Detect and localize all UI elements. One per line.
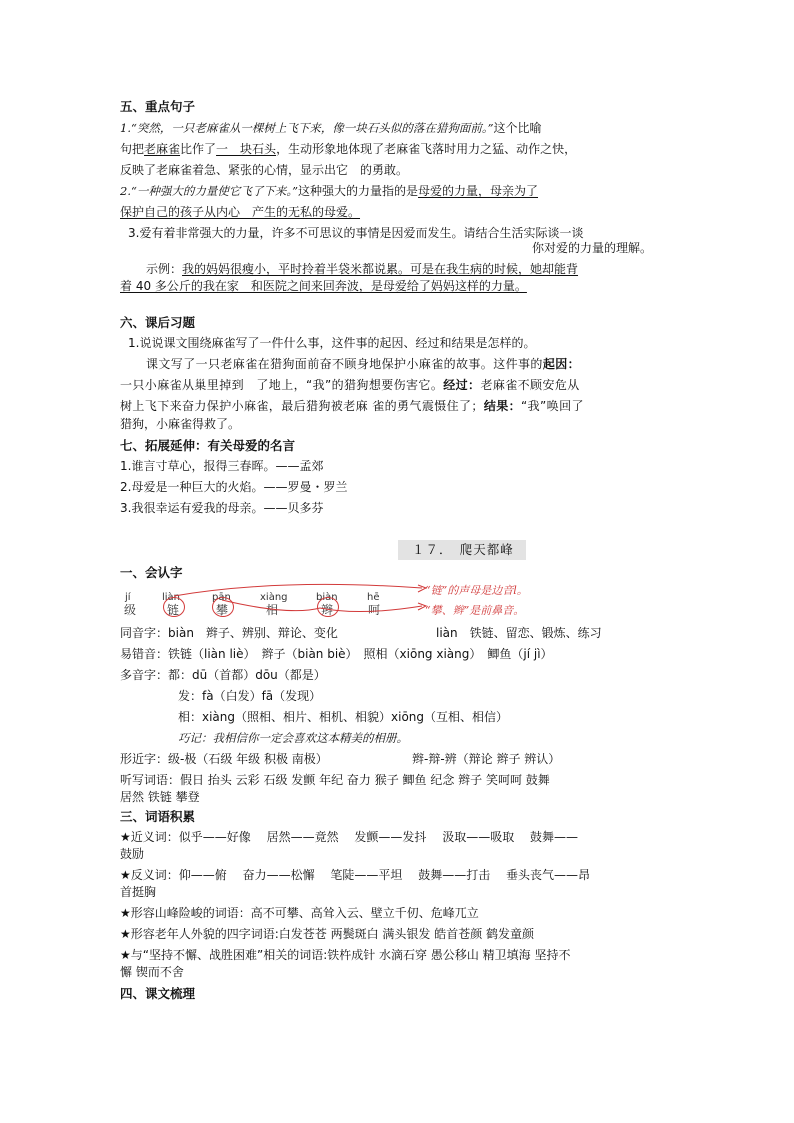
pinyin: liàn [162, 592, 181, 603]
fanyi-line-1: ★反义词：仰——俯 奋力——松懈 笔陡——平坦 鼓舞——打击 垂头丧气——昂 [120, 868, 591, 882]
pinyin: hē [367, 592, 380, 603]
text: 课文写了一只老麻雀在猎狗面前奋不顾身地保护小麻雀的故事。这件事的 [146, 357, 543, 371]
text: “我”唤回了 [521, 399, 584, 413]
sentence-3-line-2: 你对爱的力量的理解。 [532, 241, 653, 255]
hanzi: 攀 [216, 603, 229, 617]
text: 比作了 [180, 142, 217, 156]
section-title-5: 五、重点句子 [120, 99, 196, 114]
text: 树上飞下来奋力保护小麻雀，最后猎狗被老麻 雀的勇气震慑住了； [120, 399, 484, 413]
text: 老麻雀不顾安危从 [480, 378, 580, 392]
hanzi: 呵 [368, 603, 381, 617]
text: 一只小麻雀从巢里掉到 了地上，“我”的猎狗想要伤害它。 [120, 378, 444, 392]
example-line-2: 着 40 多公斤的我在家 和医院之间来回奔波，是母爱给了妈妈这样的力量。 [120, 279, 527, 293]
section-title-7: 七、拓展延伸：有关母爱的名言 [120, 438, 296, 453]
sentence-1-line-1 [120, 118, 542, 139]
section-title-6: 六、课后习题 [120, 315, 196, 330]
tongyin-line-2: liàn 铁链、留恋、锻炼、练习 [436, 626, 602, 640]
quote-2: 2.“一种强大的力量使它飞了下来。” [120, 184, 298, 198]
quote-line-3: 3.我很幸运有爱我的母亲。——贝多芬 [120, 501, 324, 515]
sentence-3-line-1: 3.爱有着非常强大的力量，许多不可思议的事情是因爱而发生。请结合生活实际谈一谈 [128, 226, 584, 240]
quote-line-1: 1.谁言寸草心，报得三春晖。——孟郊 [120, 459, 324, 473]
duoyin-line-3: 相：xiàng（照相、相片、相机、相貌）xiōng（互相、相信） [178, 710, 509, 724]
xingjin-line-2: 辫-辩-辨（辩论 辫子 辨认） [412, 752, 561, 766]
lao-line: ★形容老年人外貌的四字词语:白发苍苍 两鬓斑白 满头银发 皓首苍颜 鹤发童颜 [120, 927, 535, 941]
duoyin-line-1: 多音字：都：dū（首都）dōu（都是） [120, 668, 326, 682]
quote-line-2: 2.母爱是一种巨大的火焰。——罗曼・罗兰 [120, 480, 348, 494]
text: ，生动形象地体现了老麻雀飞落时用力之猛、动作之快， [276, 142, 577, 156]
quote-1: 1.“突然，一只老麻雀从一棵树上飞下来，像一块石头似的落在猎狗面前。” [120, 121, 494, 135]
pinyin: jí [125, 592, 131, 603]
text: 这种强大的力量指的是 [297, 184, 418, 198]
text: biàn 辫子、辨别、辩论、变化 [168, 626, 338, 640]
xingjin-line: 形近字：级-极（石级 年级 积极 南极） [120, 752, 328, 766]
answer-underline: 老麻雀 [144, 142, 181, 156]
hanzi: 级 [124, 603, 137, 617]
answer-underline: 母爱的力量，母亲为了 [418, 184, 539, 198]
answer-line-2 [120, 375, 580, 396]
section-title-words: 三、词语积累 [120, 809, 196, 824]
sentence-2-line-2: 保护自己的孩子从内心 产生的无私的母爱。 [120, 205, 361, 219]
hanzi: 相 [266, 603, 279, 617]
text: 句把 [120, 142, 145, 156]
annotation-arrows [160, 582, 430, 622]
red-note-1: “链”的声母是边音l。 [425, 584, 528, 597]
jianchi-line-1: ★与“坚持不懈、战胜困难”相关的词语:铁杵成针 水滴石穿 愚公移山 精卫填海 坚持不 [120, 948, 571, 962]
bold-label: 结果： [483, 399, 522, 413]
sentence-1-line-3: 反映了老麻雀着急、紧张的心情，显示出它 的勇敢。 [120, 163, 409, 177]
example-label: 示例： [146, 262, 183, 276]
answer-line-1 [146, 354, 580, 375]
tongyin-line [120, 623, 338, 644]
pinyin: biàn [316, 592, 338, 603]
red-note-2: “攀、辫”是前鼻音。 [425, 604, 525, 617]
fanyi-line-2: 首挺胸 [120, 885, 157, 899]
qiaoji-line: 巧记：我相信你一定会喜欢这本精美的相册。 [178, 731, 408, 745]
answer-line-4: 猎狗，小麻雀得救了。 [120, 417, 241, 431]
pinyin: xiàng [260, 592, 288, 603]
text: 这个比喻 [493, 121, 542, 135]
section-title-outline: 四、课文梳理 [120, 986, 196, 1001]
question-1: 1.说说课文围绕麻雀写了一件什么事，这件事的起因、经过和结果是怎样的。 [128, 336, 536, 350]
sentence-1-line-2 [120, 139, 576, 160]
lesson-title: １７． 爬天都峰 [398, 540, 526, 560]
hanzi: 链 [167, 603, 180, 617]
jinyi-line-1: ★近义词：似乎——好像 居然——竟然 发颤——发抖 汲取——吸取 鼓舞—— [120, 830, 579, 844]
section-title-recognize: 一、会认字 [120, 565, 183, 580]
yicuo-line: 易错音：铁链（liàn liè） 辫子（biàn biè） 照相（xiōng xiàng） 鲫鱼（jí jì） [120, 647, 553, 661]
bold-label: 经过： [443, 378, 481, 392]
tingxie-line-1: 听写词语：假日 抬头 云彩 石级 发颤 年纪 奋力 猴子 鲫鱼 纪念 辫子 笑呵呵 鼓舞 [120, 773, 550, 787]
label: 同音字： [120, 626, 169, 640]
hanzi: 辫 [321, 603, 334, 617]
pinyin: pān [212, 592, 231, 603]
sentence-2-line-1 [120, 181, 538, 202]
jianchi-line-2: 懈 锲而不舍 [120, 965, 184, 979]
shan-line: ★形容山峰险峻的词语：高不可攀、高耸入云、壁立千仞、危峰兀立 [120, 906, 479, 920]
answer-underline: 一 块石头 [216, 142, 277, 156]
answer-underline: 我的妈妈很瘦小，平时拎着半袋米都说累。可是在我生病的时候，她却能背 [182, 262, 579, 276]
jinyi-line-2: 鼓励 [120, 847, 145, 861]
bold-label: 起因： [542, 357, 581, 371]
duoyin-line-2: 发：fà（白发）fā（发现） [178, 689, 322, 703]
tingxie-line-2: 居然 铁链 攀登 [120, 790, 200, 804]
